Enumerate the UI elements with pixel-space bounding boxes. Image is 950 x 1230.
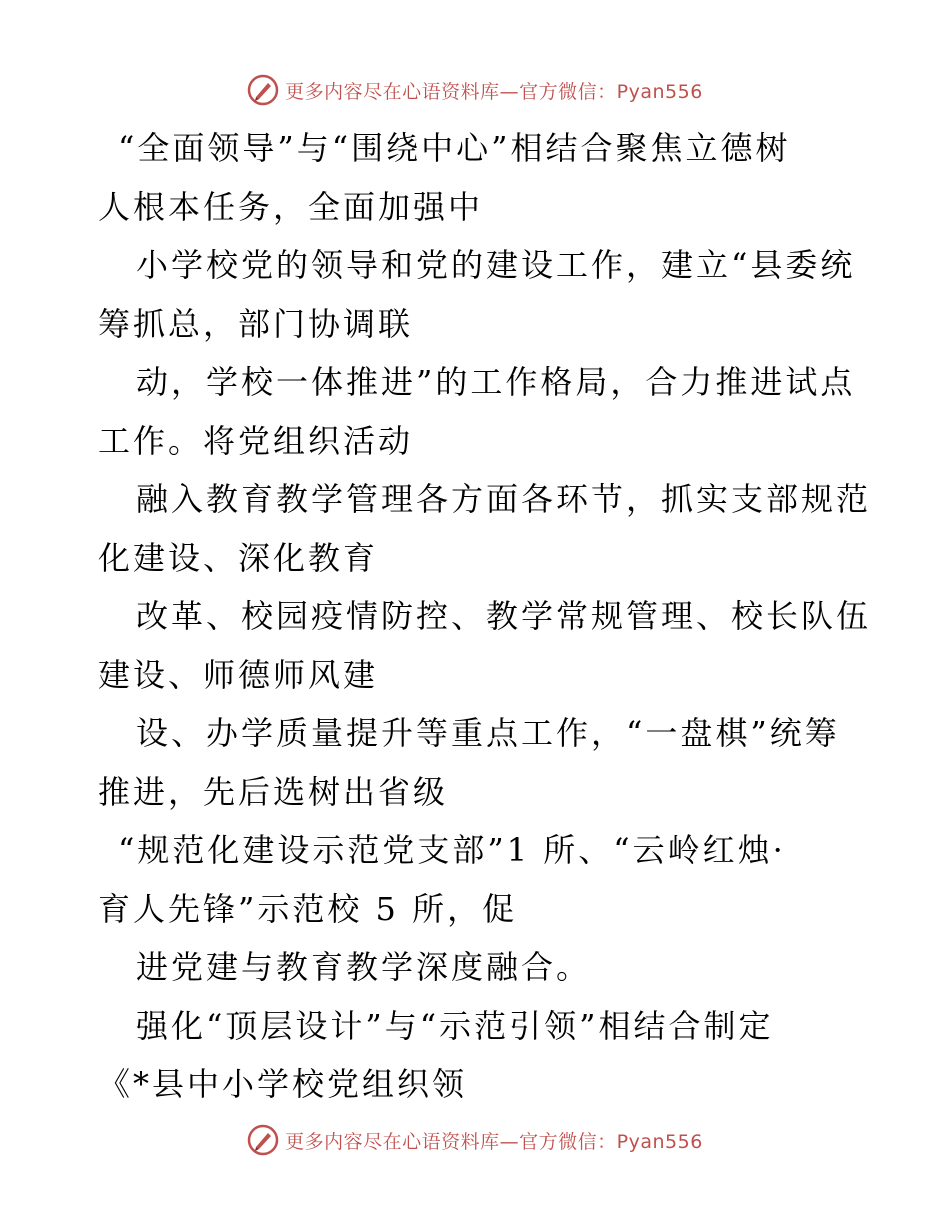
text-line: 育人先锋”示范校 5 所，促	[98, 889, 518, 928]
text-line: “全面领导”与“围绕中心”相结合聚焦立德树	[118, 129, 791, 167]
pen-logo-icon	[247, 1124, 279, 1156]
text-line: 工作。将党组织活动	[98, 421, 414, 460]
text-line: 推进，先后选树出省级	[98, 772, 449, 811]
text-line: 建设、师德师风建	[98, 655, 379, 694]
text-line: “规范化建设示范党支部”1 所、“云岭红烛·	[118, 831, 786, 869]
pen-logo-icon	[247, 74, 279, 106]
header-banner	[0, 70, 950, 110]
footer-banner	[0, 1120, 950, 1160]
document-body	[98, 119, 872, 1114]
text-line: 《*县中小学校党组织领	[98, 1065, 468, 1103]
header-banner-text: 更多内容尽在心语资料库—官方微信：Pyan556	[285, 80, 703, 103]
text-line: 动，学校一体推进”的工作格局，合力推进试点	[136, 363, 856, 401]
text-line: 强化“顶层设计”与“示范引领”相结合制定	[136, 1006, 774, 1045]
text-line: 设、办学质量提升等重点工作，“一盘棋”统筹	[136, 714, 840, 752]
text-line: 人根本任务，全面加强中	[98, 187, 484, 226]
text-line: 融入教育教学管理各方面各环节，抓实支部规范	[136, 480, 872, 518]
text-line: 筹抓总，部门协调联	[98, 304, 414, 343]
footer-banner-text: 更多内容尽在心语资料库—官方微信：Pyan556	[285, 1130, 703, 1153]
text-line: 改革、校园疫情防控、教学常规管理、校长队伍	[136, 597, 872, 635]
text-line: 进党建与教育教学深度融合。	[136, 948, 592, 986]
text-line: 化建设、深化教育	[98, 538, 379, 577]
text-line: 小学校党的领导和党的建设工作，建立“县委统	[136, 246, 856, 284]
